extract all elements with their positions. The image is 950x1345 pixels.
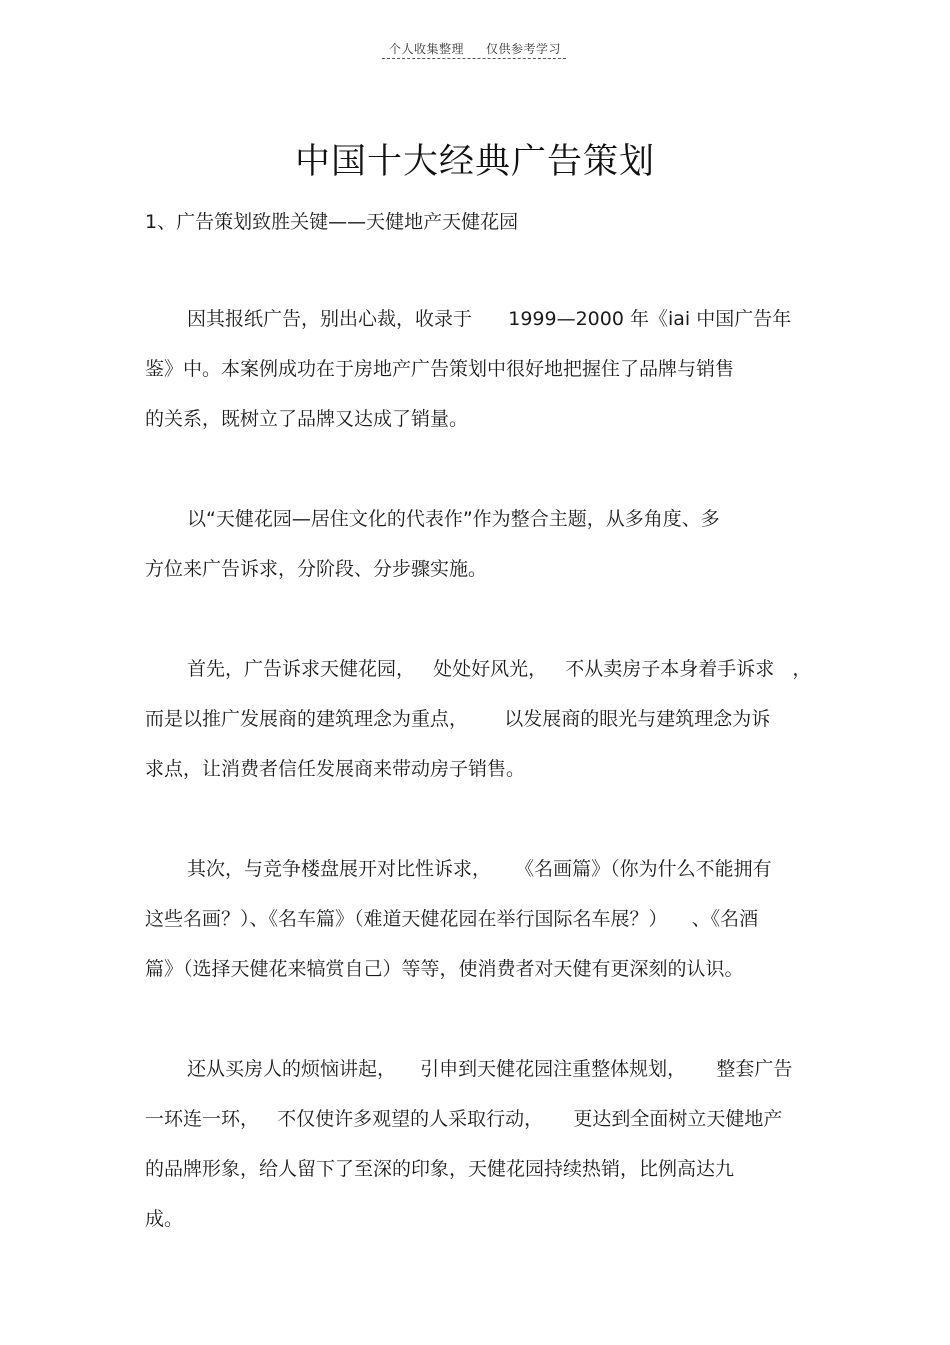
paragraph-line: 篇》（选择天健花来犒赏自己）等等，使消费者对天健有更深刻的认识。: [145, 958, 744, 980]
header-left-text: 个人收集整理: [388, 42, 464, 56]
header-right-text: 仅供参考学习: [486, 42, 562, 56]
paragraph-line: 首先，广告诉求天健花园， 处处好风光， 不从卖房子本身着手诉求 ，: [187, 658, 812, 680]
page-header: [0, 40, 950, 57]
section-heading: 1、广告策划致胜关键——天健地产天健花园: [145, 211, 519, 233]
header-rule: [382, 58, 566, 59]
document-title: 中国十大经典广告策划: [294, 142, 655, 182]
paragraph-line: 的关系，既树立了品牌又达成了销量。: [145, 408, 469, 430]
paragraph-line: 而是以推广发展商的建筑理念为重点， 以发展商的眼光与建筑理念为诉: [145, 708, 771, 730]
paragraph-line: 还从买房人的烦恼讲起， 引申到天健花园注重整体规划， 整套广告: [187, 1058, 793, 1080]
paragraph-line: 因其报纸广告，别出心裁，收录于 1999—2000 年《iai 中国广告年: [187, 308, 792, 330]
paragraph-2: [145, 503, 810, 603]
paragraph-line: 其次，与竞争楼盘展开对比性诉求， 《名画篇》（你为什么不能拥有: [187, 858, 772, 880]
paragraph-line: 一环连一环， 不仅使许多观望的人采取行动， 更达到全面树立天健地产: [145, 1108, 783, 1130]
paragraph-line: 这些名画？）、《名车篇》（难道天健花园在举行国际名车展？） 、《名酒: [145, 908, 759, 930]
paragraph-line: 的品牌形象，给人留下了至深的印象，天健花园持续热销，比例高达九: [145, 1158, 735, 1180]
paragraph-5: [145, 1053, 810, 1253]
paragraph-line: 以“天健花园—居住文化的代表作”作为整合主题，从多角度、多: [187, 508, 720, 530]
paragraph-3: [145, 653, 810, 803]
paragraph-line: 方位来广告诉求，分阶段、分步骤实施。: [145, 558, 488, 580]
paragraph-line: 鉴》中。本案例成功在于房地产广告策划中很好地把握住了品牌与销售: [145, 358, 735, 380]
paragraph-1: [145, 303, 810, 453]
paragraph-line: 成。: [145, 1208, 184, 1230]
paragraph-line: 求点，让消费者信任发展商来带动房子销售。: [145, 758, 526, 780]
paragraph-4: [145, 853, 810, 1003]
